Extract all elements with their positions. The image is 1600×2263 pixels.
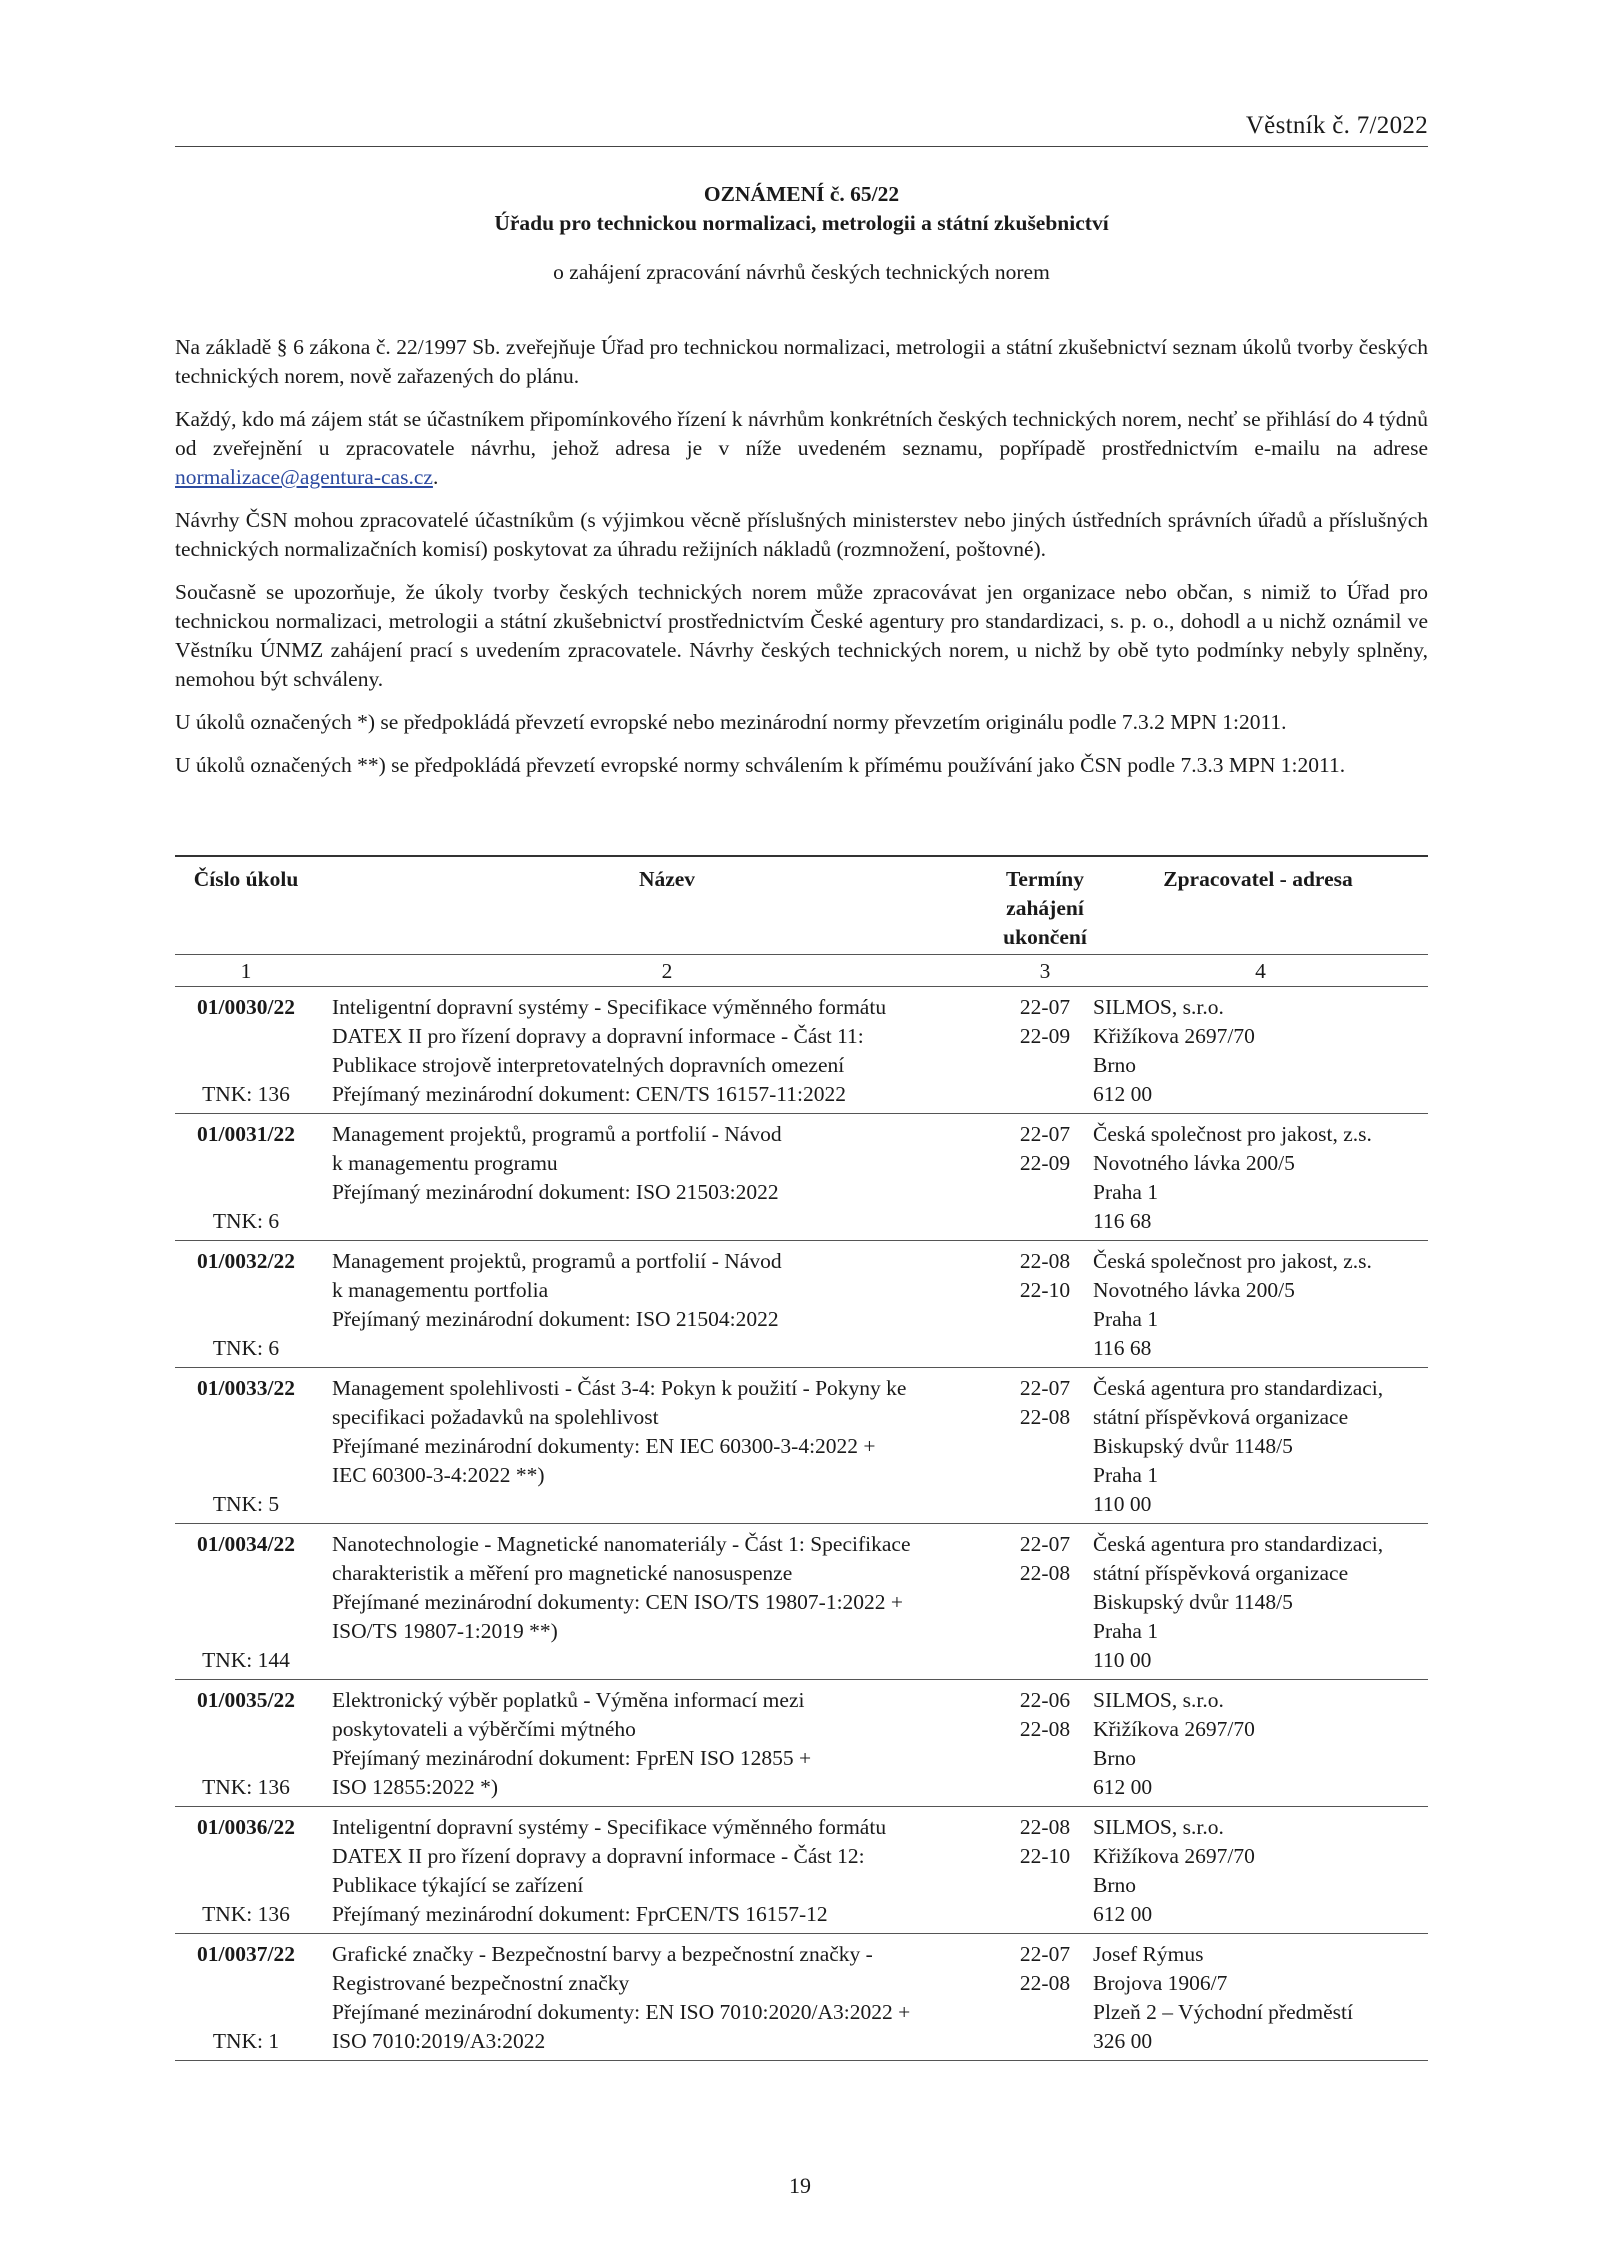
standard-name-line: Přejímaný mezinárodní dokument: FprEN ISO 12855 + [332,1746,812,1770]
standard-name-line: DATEX II pro řízení dopravy a dopravní informace - Část 12: [332,1844,865,1868]
standard-name-line: Grafické značky - Bezpečnostní barvy a bezpečnostní značky - [332,1942,873,1966]
task-number: 01/0033/22 [197,1376,295,1400]
column-number: 1 [240,959,252,983]
processor-address-line: státní příspěvková organizace [1093,1561,1349,1585]
date-cell [1002,1120,1088,1236]
date-line: 22-06 [1019,1688,1071,1712]
processor-address-line: státní příspěvková organizace [1093,1405,1349,1429]
standard-name-line: Přejímaný mezinárodní dokument: ISO 21504:2022 [332,1307,779,1331]
tnk-committee: TNK: 6 [212,1336,280,1360]
standard-name-cell [317,1374,1002,1519]
standard-name-line: ISO/TS 19807-1:2019 **) [332,1619,558,1643]
column-number: 3 [1039,959,1051,983]
notice-heading [175,180,1428,287]
standard-name-line: poskytovateli a výběrčími mýtného [332,1717,636,1741]
task-number: 01/0036/22 [197,1815,295,1839]
date-cell [1002,1530,1088,1675]
standard-name-cell [317,1686,1002,1802]
processor-address-line: 116 68 [1093,1209,1152,1233]
standard-name-line: ISO 7010:2019/A3:2022 [332,2029,546,2053]
standard-name-line: Publikace strojově interpretovatelných dopravních omezení [332,1053,845,1077]
processor-address-line: Praha 1 [1093,1180,1159,1204]
task-cell [175,1940,317,2056]
standard-name-line: k managementu portfolia [332,1278,549,1302]
table-row [175,1114,1428,1241]
standard-name-line: Nanotechnologie - Magnetické nanomateriály - Část 1: Specifikace [332,1532,911,1556]
page-number: 19 [789,2173,811,2198]
processor-address-line: Praha 1 [1093,1463,1159,1487]
task-cell [175,1374,317,1519]
processor-address-line: SILMOS, s.r.o. [1093,995,1224,1019]
standard-name-cell [317,1247,1002,1363]
task-number: 01/0032/22 [197,1249,295,1273]
paragraph-legal-basis: Na základě § 6 zákona č. 22/1997 Sb. zveřejňuje Úřad pro technickou normalizaci, metrologii a státní zkušebnictví seznam úkolů tvorby českých technických norem, nově zařazených do plánu. [175,335,1428,388]
tnk-committee: TNK: 144 [202,1648,290,1672]
processor-address-line: Brno [1093,1746,1136,1770]
processor-address-line: Křižíkova 2697/70 [1093,1024,1255,1048]
notice-body [175,333,1428,794]
header-dates-line: Termíny [1005,867,1085,891]
standard-name-line: Management spolehlivosti - Část 3-4: Pokyn k použití - Pokyny ke [332,1376,907,1400]
standard-name-line: Management projektů, programů a portfolií - Návod [332,1122,782,1146]
paragraph-conditions: Současně se upozorňuje, že úkoly tvorby českých technických norem může zpracovávat jen organizace nebo občan, s nimiž to Úřad pro technickou normalizaci, metrologii a státní zkušebnictví prostřednictvím České agentury pro standardizaci, s. p. o., dohodl a u nichž oznámil ve Věstníku ÚNMZ zahájení prací s uvedením zpracovatele. Návrhy českých technických norem, u nichž by obě tyto podmínky nebyly splněny, nemohou být schváleny. [175,580,1428,691]
standard-name-line: Přejímané mezinárodní dokumenty: CEN ISO/TS 19807-1:2022 + [332,1590,904,1614]
table-row [175,1807,1428,1934]
processor-address-line: Josef Rýmus [1093,1942,1204,1966]
column-number: 2 [661,959,673,983]
processor-address-line: Brno [1093,1053,1136,1077]
standard-name-line: Elektronický výběr poplatků - Výměna informací mezi [332,1688,805,1712]
table-body [175,987,1428,2061]
header-name: Název [638,867,696,891]
header-rule [175,146,1428,147]
processor-address-line: Brojova 1906/7 [1093,1971,1228,1995]
processor-address-line: Česká společnost pro jakost, z.s. [1093,1122,1372,1146]
processor-address-line: Křižíkova 2697/70 [1093,1717,1255,1741]
header-processor: Zpracovatel - adresa [1163,867,1353,891]
task-number: 01/0034/22 [197,1532,295,1556]
date-cell [1002,1374,1088,1519]
paragraph-note-single-star: U úkolů označených *) se předpokládá převzetí evropské nebo mezinárodní normy převzetím originálu podle 7.3.2 MPN 1:2011. [175,710,1287,734]
header-dates [1002,865,1088,952]
processor-address-line: 110 00 [1093,1492,1152,1516]
table-header-row [175,857,1428,955]
standard-name-line: Publikace týkající se zařízení [332,1873,584,1897]
standard-name-line: Přejímaný mezinárodní dokument: CEN/TS 16157-11:2022 [332,1082,846,1106]
standard-name-line: Inteligentní dopravní systémy - Specifikace výměnného formátu [332,995,887,1019]
standard-name-line: ISO 12855:2022 *) [332,1775,499,1799]
task-cell [175,1120,317,1236]
paragraph-participation [175,405,1428,492]
date-line: 22-07 [1019,1122,1071,1146]
table-row [175,987,1428,1114]
notice-issuer: Úřadu pro technickou normalizaci, metrologii a státní zkušebnictví [494,211,1109,235]
standard-name-cell [317,1120,1002,1236]
date-cell [1002,1247,1088,1363]
task-cell [175,993,317,1109]
date-line: 22-07 [1019,1532,1071,1556]
tnk-committee: TNK: 136 [202,1775,290,1799]
email-link[interactable]: normalizace@agentura-cas.cz [175,465,433,489]
processor-address-line: Křižíkova 2697/70 [1093,1844,1255,1868]
date-line: 22-08 [1019,1249,1071,1273]
processor-address-cell [1088,1530,1428,1675]
task-cell [175,1686,317,1802]
date-line: 22-09 [1019,1024,1071,1048]
processor-address-line: 612 00 [1093,1775,1153,1799]
processor-address-line: Biskupský dvůr 1148/5 [1093,1434,1293,1458]
processor-address-line: Brno [1093,1873,1136,1897]
date-line: 22-08 [1019,1971,1071,1995]
processor-address-line: Česká společnost pro jakost, z.s. [1093,1249,1372,1273]
task-number: 01/0035/22 [197,1688,295,1712]
standard-name-cell [317,993,1002,1109]
processor-address-line: 116 68 [1093,1336,1152,1360]
header-dates-line: zahájení [1006,896,1084,920]
table-row [175,1934,1428,2061]
processor-address-line: Praha 1 [1093,1307,1159,1331]
paragraph-participation-text: Každý, kdo má zájem stát se účastníkem připomínkového řízení k návrhům konkrétních českých technických norem, nechť se přihlásí do 4 týdnů od zveřejnění u zpracovatele návrhu, jehož adresa je v níže uvedeném seznamu, popřípadě prostřednictvím e-mailu na adrese [175,407,1428,460]
processor-address-line: Česká agentura pro standardizaci, [1093,1376,1384,1400]
standard-name-line: k managementu programu [332,1151,558,1175]
processor-address-cell [1088,1247,1428,1363]
standards-task-table [175,855,1428,2061]
task-number: 01/0030/22 [197,995,295,1019]
processor-address-cell [1088,993,1428,1109]
standard-name-line: charakteristik a měření pro magnetické nanosuspenze [332,1561,793,1585]
standard-name-line: specifikaci požadavků na spolehlivost [332,1405,659,1429]
processor-address-line: 326 00 [1093,2029,1153,2053]
task-number: 01/0037/22 [197,1942,295,1966]
date-line: 22-07 [1019,995,1071,1019]
processor-address-cell [1088,1120,1428,1236]
date-line: 22-08 [1019,1815,1071,1839]
processor-address-cell [1088,1374,1428,1519]
date-line: 22-10 [1019,1278,1071,1302]
processor-address-line: Česká agentura pro standardizaci, [1093,1532,1384,1556]
paragraph-note-double-star: U úkolů označených **) se předpokládá převzetí evropské normy schválením k přímému používání jako ČSN podle 7.3.3 MPN 1:2011. [175,753,1346,777]
tnk-committee: TNK: 6 [212,1209,280,1233]
date-cell [1002,1686,1088,1802]
table-row [175,1524,1428,1680]
header-dates-line: ukončení [1003,925,1087,949]
standard-name-line: Přejímané mezinárodní dokumenty: EN IEC 60300-3-4:2022 + [332,1434,876,1458]
standard-name-line: DATEX II pro řízení dopravy a dopravní informace - Část 11: [332,1024,864,1048]
date-line: 22-07 [1019,1376,1071,1400]
header-task-number: Číslo úkolu [193,867,299,891]
date-line: 22-08 [1019,1561,1071,1585]
date-line: 22-08 [1019,1405,1071,1429]
date-cell [1002,993,1088,1109]
tnk-committee: TNK: 136 [202,1902,290,1926]
standard-name-line: Přejímaný mezinárodní dokument: ISO 21503:2022 [332,1180,779,1204]
standard-name-line: IEC 60300-3-4:2022 **) [332,1463,545,1487]
standard-name-cell [317,1530,1002,1675]
table-row [175,1241,1428,1368]
processor-address-cell [1088,1940,1428,2056]
task-number: 01/0031/22 [197,1122,295,1146]
standard-name-line: Management projektů, programů a portfolií - Návod [332,1249,782,1273]
processor-address-line: Biskupský dvůr 1148/5 [1093,1590,1293,1614]
table-row [175,1368,1428,1524]
date-line: 22-08 [1019,1717,1071,1741]
processor-address-line: Praha 1 [1093,1619,1159,1643]
standard-name-line: Registrované bezpečnostní značky [332,1971,630,1995]
standard-name-line: Inteligentní dopravní systémy - Specifikace výměnného formátu [332,1815,887,1839]
table-row [175,1680,1428,1807]
processor-address-line: SILMOS, s.r.o. [1093,1688,1224,1712]
date-cell [1002,1940,1088,2056]
tnk-committee: TNK: 5 [212,1492,280,1516]
column-number: 4 [1255,959,1266,983]
processor-address-line: Novotného lávka 200/5 [1093,1278,1295,1302]
date-cell [1002,1813,1088,1929]
tnk-committee: TNK: 1 [212,2029,280,2053]
bulletin-issue: Věstník č. 7/2022 [1245,112,1428,139]
processor-address-line: SILMOS, s.r.o. [1093,1815,1224,1839]
notice-subject: o zahájení zpracování návrhů českých technických norem [553,260,1050,284]
task-cell [175,1247,317,1363]
processor-address-cell [1088,1813,1428,1929]
standard-name-cell [317,1813,1002,1929]
date-line: 22-09 [1019,1151,1071,1175]
date-line: 22-07 [1019,1942,1071,1966]
processor-address-line: 612 00 [1093,1902,1153,1926]
paragraph-drafts-fees: Návrhy ČSN mohou zpracovatelé účastníkům (s výjimkou věcně příslušných ministerstev nebo jiných ústředních správních úřadů a příslušných technických normalizačních komisí) poskytovat za úhradu režijních nákladů (rozmnožení, poštovné). [175,508,1428,561]
column-number-row [175,955,1428,987]
processor-address-line: Novotného lávka 200/5 [1093,1151,1295,1175]
task-cell [175,1530,317,1675]
processor-address-line: 110 00 [1093,1648,1152,1672]
standard-name-cell [317,1940,1002,2056]
processor-address-line: 612 00 [1093,1082,1153,1106]
processor-address-line: Plzeň 2 – Východní předměstí [1093,2000,1353,2024]
tnk-committee: TNK: 136 [202,1082,290,1106]
date-line: 22-10 [1019,1844,1071,1868]
standard-name-line: Přejímaný mezinárodní dokument: FprCEN/TS 16157-12 [332,1902,828,1926]
task-cell [175,1813,317,1929]
processor-address-cell [1088,1686,1428,1802]
standard-name-line: Přejímané mezinárodní dokumenty: EN ISO 7010:2020/A3:2022 + [332,2000,911,2024]
paragraph-participation-end: . [432,465,439,489]
notice-title: OZNÁMENÍ č. 65/22 [703,182,900,206]
